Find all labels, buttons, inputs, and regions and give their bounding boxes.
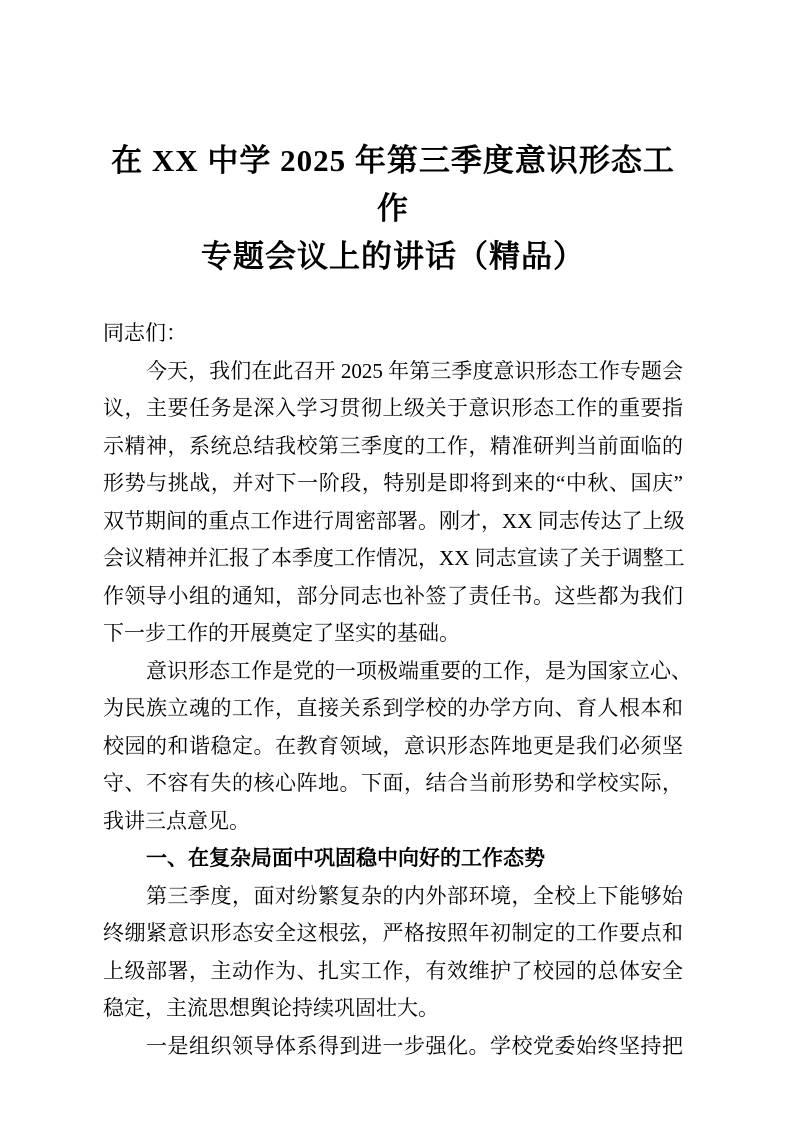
document-title-line-2: 专题会议上的讲话（精品） <box>201 239 585 274</box>
text-line: 作领导小组的通知，部分同志也补签了责任书。这些都为我们 <box>103 583 683 608</box>
paragraph <box>103 353 683 653</box>
text-line: 形势与挑战，并对下一阶段，特别是即将到来的“中秋、国庆” <box>103 471 683 495</box>
text-line: 守、不容有失的核心阵地。下面，结合当前形势和学校实际， <box>103 771 683 795</box>
paragraph <box>103 878 683 1028</box>
document-title-line-1: 在 XX 中学 2025 年第三季度意识形态工作 <box>111 143 675 226</box>
text-line: 我讲三点意见。 <box>103 808 250 833</box>
paragraph <box>103 315 683 353</box>
text-line: 上级部署，主动作为、扎实工作，有效维护了校园的总体安全 <box>103 958 683 983</box>
text-line: 同志们： <box>103 321 187 345</box>
text-line: 意识形态工作是党的一项极端重要的工作，是为国家立心、 <box>146 658 692 683</box>
text-line: 下一步工作的开展奠定了坚实的基础。 <box>103 621 460 645</box>
document-title <box>103 137 683 281</box>
text-line: 校园的和谐稳定。在教育领域，意识形态阵地更是我们必须坚 <box>103 733 683 758</box>
paragraph <box>103 1028 683 1066</box>
text-line: 第三季度，面对纷繁复杂的内外部环境，全校上下能够始 <box>146 883 683 908</box>
text-line: 示精神，系统总结我校第三季度的工作，精准研判当前面临的 <box>103 433 683 458</box>
text-line: 会议精神并汇报了本季度工作情况，XX 同志宣读了关于调整工 <box>103 546 685 570</box>
text-line: 为民族立魂的工作，直接关系到学校的办学方向、育人根本和 <box>103 696 683 720</box>
text-line: 一是组织领导体系得到进一步强化。学校党委始终坚持把 <box>146 1033 683 1058</box>
text-line: 终绷紧意识形态安全这根弦，严格按照年初制定的工作要点和 <box>103 921 683 945</box>
text-line: 稳定，主流思想舆论持续巩固壮大。 <box>103 996 439 1020</box>
document-body <box>103 315 692 1065</box>
page-content <box>103 0 692 1065</box>
text-line: 议，主要任务是深入学习贯彻上级关于意识形态工作的重要指 <box>103 396 683 420</box>
text-line: 双节期间的重点工作进行周密部署。刚才，XX 同志传达了上级 <box>103 508 685 533</box>
text-line: 今天，我们在此召开 2025 年第三季度意识形态工作专题会 <box>146 358 683 383</box>
text-line: 一、在复杂局面中巩固稳中向好的工作态势 <box>146 846 545 870</box>
section-heading <box>103 840 683 878</box>
paragraph <box>103 653 692 841</box>
